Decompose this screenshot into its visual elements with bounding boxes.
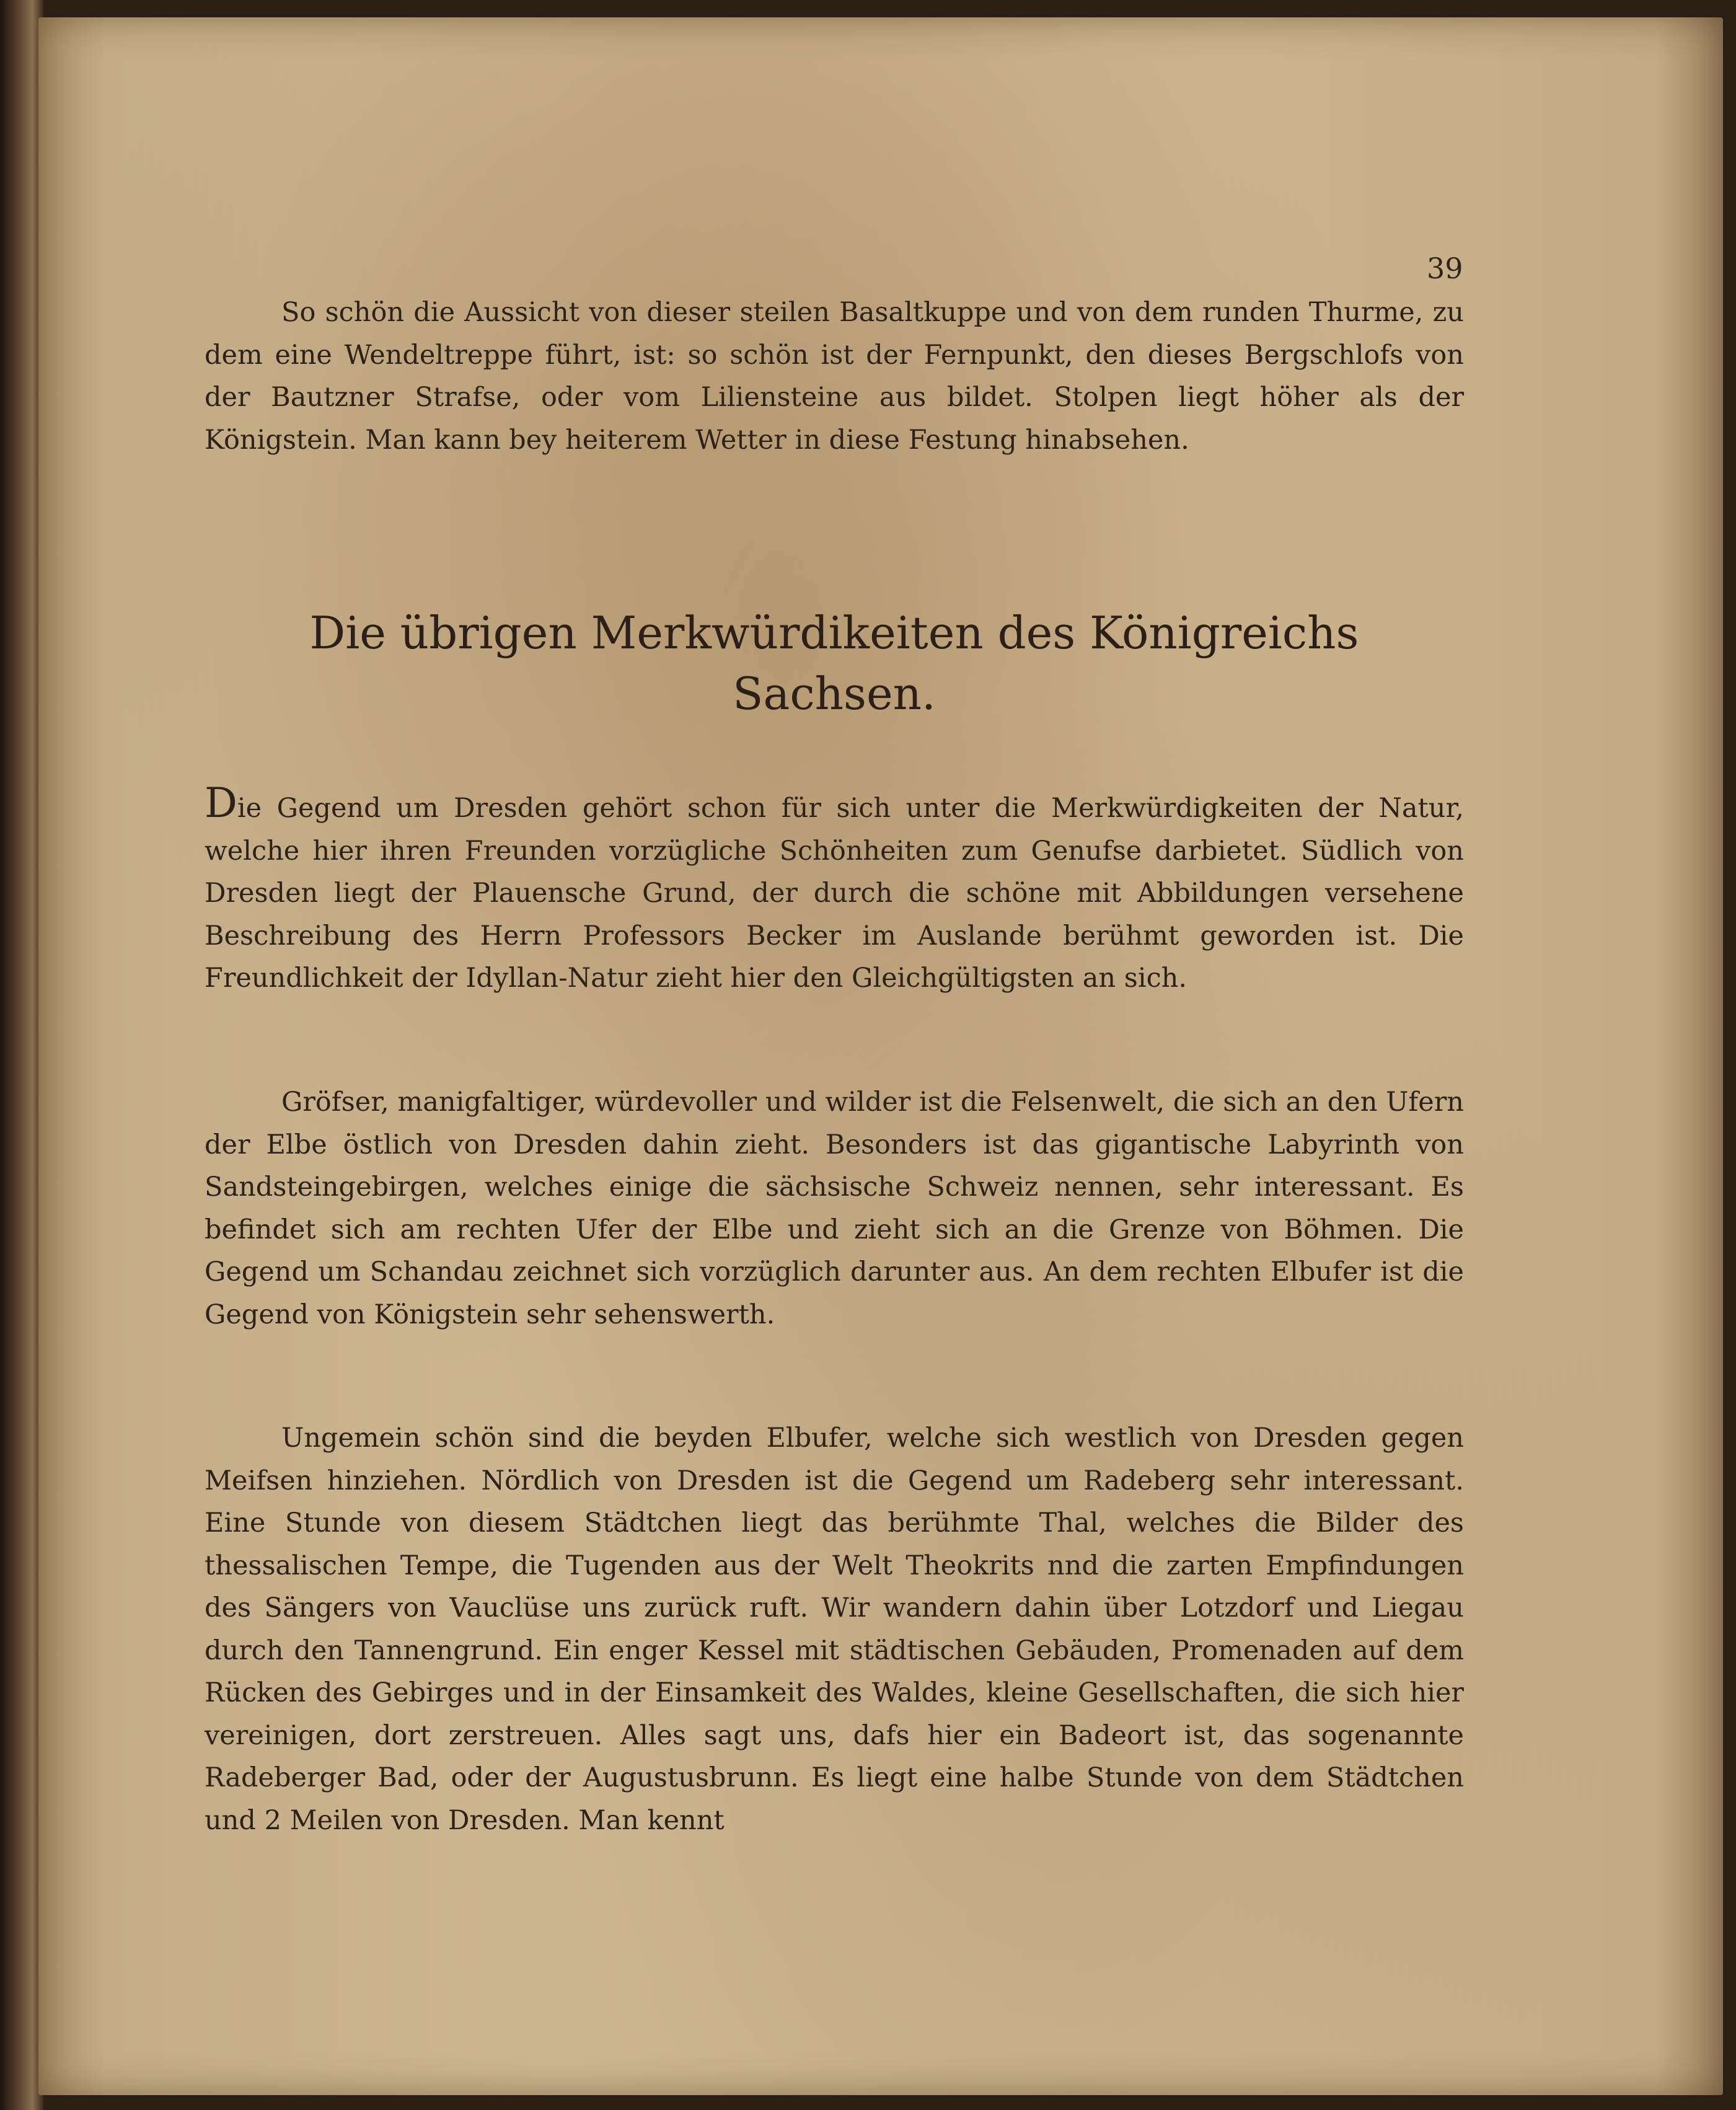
paragraph-1-text: ie Gegend um Dresden gehört schon für sich unter die Merkwürdigkeiten der Natur, welche hier ihren Freunden vorzügliche Schönheiten zum Genufse darbietet. Südlich von Dresden liegt der Plauensche Grund, der durch die schöne mit Abbildungen versehene Beschreibung des Herrn Professors Becker im Auslande berühmt geworden ist. Die Freundlichkeit der Idyllan-Natur zieht hier den Gleichgültigsten an sich.: [205, 793, 1464, 994]
heading-line-1: Die übrigen Merkwürdikeiten des Königreichs: [309, 607, 1359, 659]
facing-page-edge: [0, 0, 43, 2110]
page-sheet: [38, 17, 1723, 2095]
paragraph-1: [205, 779, 1464, 1000]
section-heading: [205, 603, 1464, 724]
paragraph-2: Gröfser, manigfaltiger, würdevoller und wilder ist die Felsenwelt, die sich an den Ufern der Elbe östlich von Dresden dahin zieht. Besonders ist das gigantische Labyrinth von Sandsteingebirgen, welches einige die sächsische Schweiz nennen, sehr interessant. Es befindet sich am rechten Ufer der Elbe und zieht sich an die Grenze von Böhmen. Die Gegend um Schandau zeichnet sich vorzüglich darunter aus. An dem rechten Elbufer ist die Gegend von Königstein sehr sehenswerth.: [205, 1087, 1464, 1330]
heading-line-2: Sachsen.: [733, 668, 936, 720]
page-number: 39: [1427, 252, 1463, 285]
paragraph-3: Ungemein schön sind die beyden Elbufer, welche sich westlich von Dresden gegen Meifsen hinziehen. Nördlich von Dresden ist die Gegend um Radeberg sehr interessant. Eine Stunde von diesem Städtchen liegt das berühmte Thal, welches die Bilder des thessalischen Tempe, die Tugenden aus der Welt Theokrits nnd die zarten Empfindungen des Sängers von Vauclüse uns zurück ruft. Wir wandern dahin über Lotzdorf und Liegau durch den Tannengrund. Ein enger Kessel mit städtischen Gebäuden, Promenaden auf dem Rücken des Gebirges und in der Einsamkeit des Waldes, kleine Gesellschaften, die sich hier vereinigen, dort zerstreuen. Alles sagt uns, dafs hier ein Badeort ist, das sogenannte Radeberger Bad, oder der Augustusbrunn. Es liegt eine halbe Stunde von dem Städtchen und 2 Meilen von Dresden. Man kennt: [205, 1423, 1464, 1836]
initial-letter: D: [205, 779, 237, 827]
intro-paragraph: So schön die Aussicht von dieser steilen Basaltkuppe und von dem runden Thurme, zu dem eine Wendeltreppe führt, ist: so schön ist der Fernpunkt, den dieses Bergschlofs von der Bautzner Strafse, oder vom Liliensteine aus bildet. Stolpen liegt höher als der Königstein. Man kann bey heiterem Wetter in diese Festung hinabsehen.: [205, 297, 1464, 456]
